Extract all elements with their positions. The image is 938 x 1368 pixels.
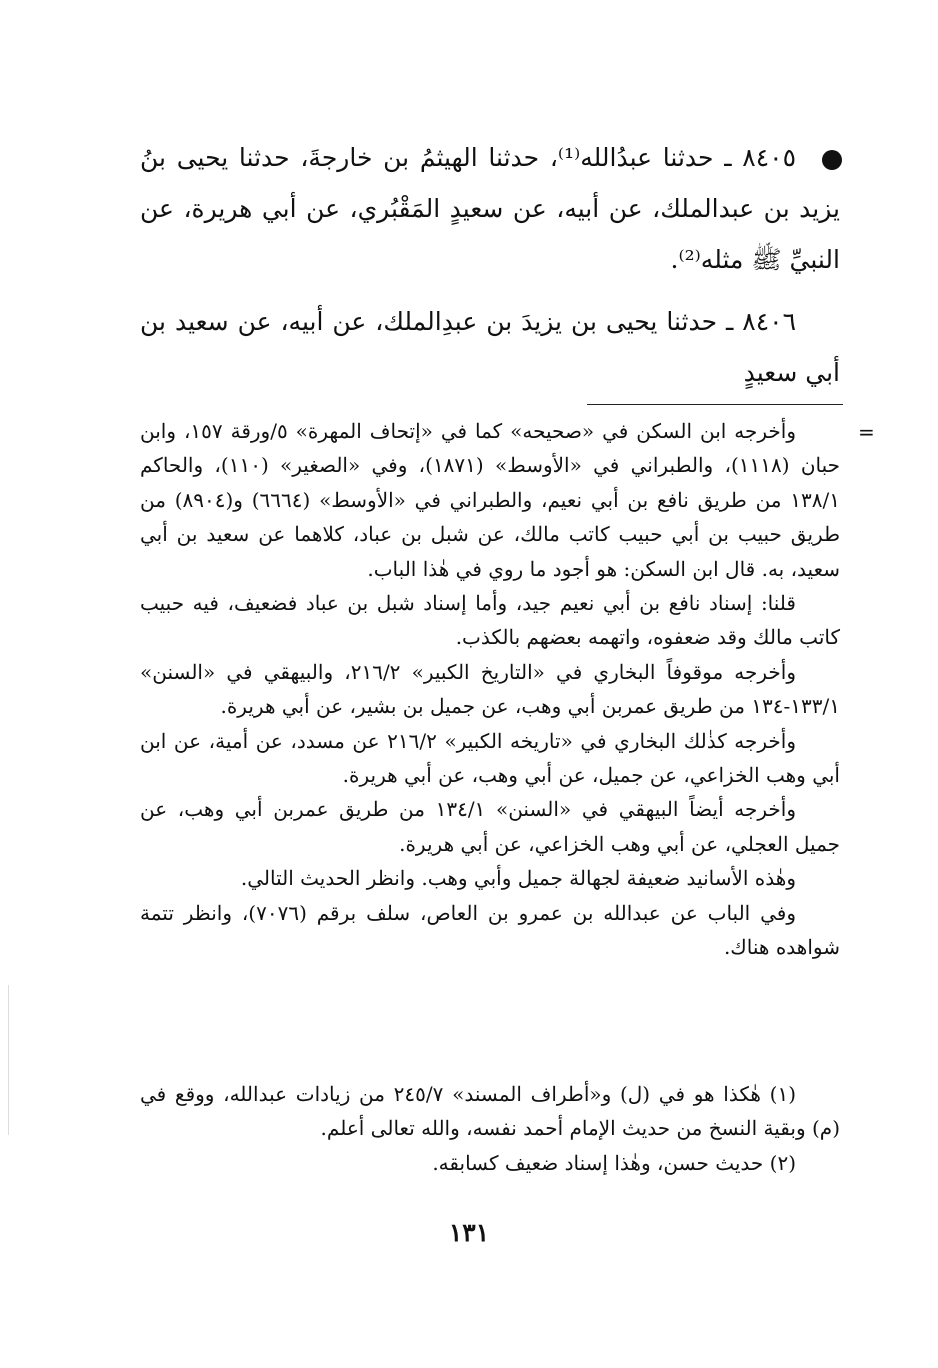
footnotes-block — [140, 1077, 840, 1180]
footnote-2: (٢) حديث حسن، وهٰذا إسناد ضعيف كسابقه. — [432, 1150, 796, 1175]
scan-margin-line — [8, 985, 9, 1135]
commentary-block — [140, 414, 840, 965]
commentary-paragraph: قلنا: إسناد نافع بن أبي نعيم جيد، وأما إسناد شبل بن عباد فضعيف، فيه حبيب كاتب مالك وقد ضعفوه، واتهمه بعضهم بالكذب. — [140, 591, 840, 650]
commentary-paragraph: وفي الباب عن عبدالله بن عمرو بن العاص، سلف برقم (٧٠٧٦)، وانظر تتمة شواهده هناك. — [140, 900, 840, 960]
footnote-1: (١) هٰكذا هو في (ل) و«أطراف المسند» ٢٤٥/٧ من زيادات عبدالله، ووقع في (م) وبقية النسخ من حديث الإمام أحمد نفسه، والله تعالى أعلم. — [140, 1082, 840, 1141]
commentary-paragraph: وهٰذه الأسانيد ضعيفة لجهالة جميل وأبي وهب. وانظر الحديث التالي. — [240, 866, 796, 891]
hadith-8405: ٨٤٠٥ ـ حدثنا عبدُالله⁽¹⁾، حدثنا الهيثمُ بن خارجةَ، حدثنا يحيى بنُ يزيد بن عبدالملك، عن أبيه، عن سعيدٍ المَقْبُري، عن أبي هريرة، عن النبيِّ ﷺ مثله⁽²⁾. — [140, 143, 840, 274]
commentary-paragraph: وأخرجه موقوفاً البخاري في «التاريخ الكبير» ٢١٦/٢، والبيهقي في «السنن» ١٣٣/١-١٣٤ من طريق عمربن أبي وهب، عن جميل بن بشير، عن أبي هريرة. — [140, 659, 840, 719]
footnote-separator — [587, 404, 843, 405]
continuation-mark: = — [858, 420, 875, 444]
commentary-paragraph: وأخرجه ابن السكن في «صحيحه» كما في «إتحاف المهرة» ٥/ورقة ١٥٧، وابن حبان (١١١٨)، والطبراني في «الأوسط» (١٨٧١)، وفي «الصغير» (١١٠)، والحاكم ١٣٨/١ من طريق نافع بن أبي نعيم، والطبراني في «الأوسط» (٦٦٦٤) و(٨٩٠٤) من طريق حبيب بن أبي حبيب كاتب مالك، عن شبل بن عباد، كلاهما عن سعيد بن أبي سعيد، به. قال ابن السكن: هو أجود ما روي في هٰذا الباب. — [140, 419, 841, 581]
commentary-paragraph: وأخرجه أيضاً البيهقي في «السنن» ١٣٤/١ من طريق عمربن أبي وهب، عن جميل العجلي، عن أبي وهب الخزاعي، عن أبي هريرة. — [140, 797, 840, 856]
hadith-8406: ٨٤٠٦ ـ حدثنا يحيى بن يزيدَ بن عبدِالملك، عن أبيه، عن سعيد بن أبي سعيدٍ — [140, 307, 840, 387]
commentary-paragraph: وأخرجه كذٰلك البخاري في «تاريخه الكبير» ٢١٦/٢ عن مسدد، عن أمية، عن ابن أبي وهب الخزاعي، عن جميل، عن أبي وهب، عن أبي هريرة. — [140, 728, 840, 788]
page-number: ١٣١ — [448, 1218, 490, 1247]
